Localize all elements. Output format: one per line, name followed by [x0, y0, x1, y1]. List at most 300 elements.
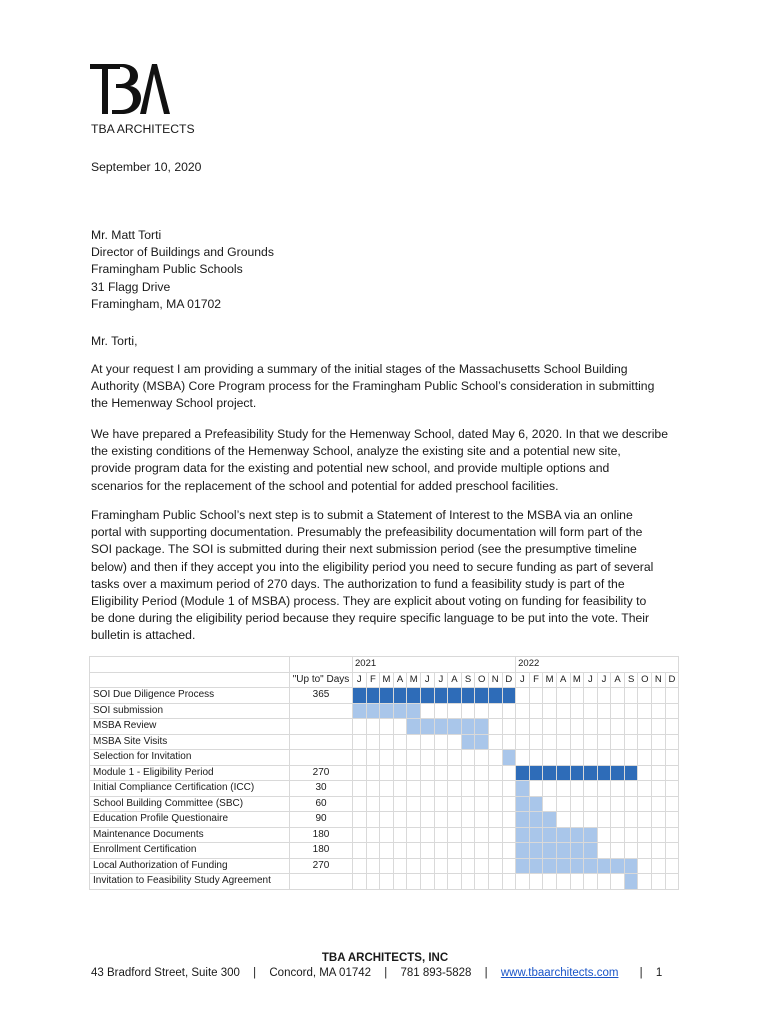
gantt-empty-cell	[597, 734, 611, 750]
gantt-corner-cell	[290, 657, 353, 673]
gantt-task-days	[290, 719, 353, 735]
gantt-empty-cell	[461, 796, 475, 812]
gantt-empty-cell	[407, 796, 421, 812]
gantt-empty-cell	[624, 812, 638, 828]
gantt-empty-cell	[652, 827, 666, 843]
gantt-empty-cell	[665, 874, 679, 890]
gantt-empty-cell	[420, 843, 434, 859]
gantt-month-label: N	[488, 672, 502, 688]
gantt-empty-cell	[624, 827, 638, 843]
gantt-empty-cell	[366, 781, 380, 797]
gantt-empty-cell	[638, 781, 652, 797]
gantt-empty-cell	[543, 719, 557, 735]
gantt-empty-cell	[407, 843, 421, 859]
gantt-empty-cell	[638, 734, 652, 750]
gantt-bar-cell	[543, 765, 557, 781]
gantt-empty-cell	[475, 874, 489, 890]
recipient-org: Framingham Public Schools	[91, 262, 243, 277]
gantt-task-name: Module 1 - Eligibility Period	[90, 765, 290, 781]
gantt-month-label: D	[665, 672, 679, 688]
gantt-empty-cell	[665, 719, 679, 735]
gantt-empty-cell	[652, 719, 666, 735]
gantt-empty-cell	[584, 812, 598, 828]
gantt-empty-cell	[434, 874, 448, 890]
gantt-empty-cell	[516, 719, 530, 735]
paragraph-line: Eligibility Period (Module 1 of MSBA) process. They are explicit about voting on funding for feasibility to	[91, 593, 647, 608]
gantt-empty-cell	[624, 703, 638, 719]
gantt-empty-cell	[597, 812, 611, 828]
gantt-task-days: 365	[290, 688, 353, 704]
gantt-task-name: SOI Due Diligence Process	[90, 688, 290, 704]
gantt-empty-cell	[543, 703, 557, 719]
gantt-empty-cell	[353, 734, 367, 750]
gantt-corner-cell	[90, 672, 290, 688]
gantt-empty-cell	[638, 858, 652, 874]
gantt-bar-cell	[570, 858, 584, 874]
footer-website-link[interactable]: www.tbaarchitects.com	[500, 967, 619, 979]
gantt-empty-cell	[448, 858, 462, 874]
gantt-bar-cell	[529, 843, 543, 859]
gantt-empty-cell	[461, 781, 475, 797]
gantt-empty-cell	[638, 703, 652, 719]
gantt-month-label: A	[393, 672, 407, 688]
gantt-empty-cell	[366, 796, 380, 812]
gantt-empty-cell	[420, 796, 434, 812]
gantt-bar-cell	[488, 688, 502, 704]
gantt-empty-cell	[393, 874, 407, 890]
gantt-empty-cell	[366, 827, 380, 843]
gantt-task-name: Selection for Invitation	[90, 750, 290, 766]
gantt-empty-cell	[366, 734, 380, 750]
gantt-empty-cell	[665, 827, 679, 843]
gantt-bar-cell	[434, 719, 448, 735]
gantt-month-label: N	[652, 672, 666, 688]
paragraph-2	[91, 426, 681, 495]
gantt-empty-cell	[475, 703, 489, 719]
gantt-empty-cell	[516, 688, 530, 704]
gantt-empty-cell	[584, 796, 598, 812]
gantt-empty-cell	[461, 750, 475, 766]
gantt-empty-cell	[407, 858, 421, 874]
gantt-bar-cell	[475, 719, 489, 735]
gantt-bar-cell	[570, 843, 584, 859]
footer-address: 43 Bradford Street, Suite 300	[91, 967, 240, 979]
gantt-bar-cell	[461, 688, 475, 704]
gantt-task-row	[90, 703, 679, 719]
gantt-bar-cell	[529, 827, 543, 843]
footer-phone: 781 893-5828	[400, 967, 472, 979]
gantt-empty-cell	[584, 734, 598, 750]
gantt-bar-cell	[393, 688, 407, 704]
gantt-empty-cell	[597, 703, 611, 719]
gantt-task-row	[90, 843, 679, 859]
gantt-task-name: Initial Compliance Certification (ICC)	[90, 781, 290, 797]
gantt-empty-cell	[665, 843, 679, 859]
gantt-year-label: 2022	[516, 657, 679, 673]
gantt-empty-cell	[502, 843, 516, 859]
gantt-empty-cell	[407, 812, 421, 828]
gantt-empty-cell	[393, 858, 407, 874]
gantt-empty-cell	[570, 750, 584, 766]
recipient-name: Mr. Matt Torti	[91, 228, 162, 242]
gantt-task-name: MSBA Review	[90, 719, 290, 735]
gantt-empty-cell	[529, 703, 543, 719]
gantt-bar-cell	[556, 765, 570, 781]
gantt-bar-cell	[516, 796, 530, 812]
gantt-month-label: J	[516, 672, 530, 688]
gantt-empty-cell	[570, 874, 584, 890]
gantt-bar-cell	[461, 719, 475, 735]
gantt-year-label: 2021	[353, 657, 516, 673]
gantt-empty-cell	[665, 812, 679, 828]
gantt-empty-cell	[420, 703, 434, 719]
footer-separator: |	[639, 967, 643, 979]
gantt-empty-cell	[475, 827, 489, 843]
footer-separator: |	[384, 967, 388, 979]
gantt-task-days	[290, 750, 353, 766]
gantt-bar-cell	[366, 703, 380, 719]
paragraph-line: We have prepared a Prefeasibility Study for the Hemenway School, dated May 6, 2020. In that we describe	[91, 427, 668, 441]
gantt-bar-cell	[543, 827, 557, 843]
gantt-empty-cell	[556, 734, 570, 750]
gantt-empty-cell	[597, 874, 611, 890]
gantt-empty-cell	[393, 796, 407, 812]
gantt-empty-cell	[597, 843, 611, 859]
paragraph-line: provide program data for the existing and potential new school, and provide multiple options and	[91, 461, 610, 476]
gantt-empty-cell	[448, 703, 462, 719]
gantt-year-row	[90, 657, 679, 673]
gantt-month-label: J	[353, 672, 367, 688]
gantt-empty-cell	[393, 765, 407, 781]
gantt-empty-cell	[652, 796, 666, 812]
gantt-empty-cell	[366, 858, 380, 874]
gantt-empty-cell	[366, 765, 380, 781]
gantt-empty-cell	[652, 781, 666, 797]
gantt-bar-cell	[434, 688, 448, 704]
gantt-empty-cell	[407, 750, 421, 766]
gantt-task-name: Education Profile Questionaire	[90, 812, 290, 828]
gantt-empty-cell	[584, 750, 598, 766]
gantt-empty-cell	[448, 781, 462, 797]
gantt-empty-cell	[502, 734, 516, 750]
gantt-bar-cell	[380, 703, 394, 719]
gantt-bar-cell	[420, 719, 434, 735]
gantt-bar-cell	[448, 688, 462, 704]
gantt-task-name: SOI submission	[90, 703, 290, 719]
gantt-empty-cell	[529, 688, 543, 704]
gantt-empty-cell	[502, 812, 516, 828]
gantt-bar-cell	[543, 843, 557, 859]
gantt-empty-cell	[652, 688, 666, 704]
gantt-empty-cell	[380, 750, 394, 766]
gantt-empty-cell	[420, 858, 434, 874]
gantt-month-label: F	[529, 672, 543, 688]
gantt-empty-cell	[597, 796, 611, 812]
gantt-empty-cell	[584, 688, 598, 704]
gantt-month-label: O	[638, 672, 652, 688]
gantt-empty-cell	[353, 843, 367, 859]
gantt-bar-cell	[516, 812, 530, 828]
gantt-empty-cell	[393, 750, 407, 766]
gantt-bar-cell	[502, 688, 516, 704]
gantt-empty-cell	[353, 858, 367, 874]
gantt-empty-cell	[652, 765, 666, 781]
gantt-empty-cell	[461, 827, 475, 843]
gantt-bar-cell	[366, 688, 380, 704]
gantt-empty-cell	[502, 796, 516, 812]
gantt-empty-cell	[570, 719, 584, 735]
gantt-empty-cell	[652, 874, 666, 890]
gantt-empty-cell	[624, 719, 638, 735]
gantt-empty-cell	[597, 688, 611, 704]
footer-separator: |	[253, 967, 257, 979]
gantt-empty-cell	[611, 750, 625, 766]
gantt-empty-cell	[597, 719, 611, 735]
gantt-empty-cell	[638, 688, 652, 704]
gantt-task-name: School Building Committee (SBC)	[90, 796, 290, 812]
gantt-empty-cell	[434, 765, 448, 781]
gantt-empty-cell	[584, 874, 598, 890]
gantt-empty-cell	[665, 703, 679, 719]
gantt-empty-cell	[393, 843, 407, 859]
page-number: 1	[655, 967, 663, 979]
paragraph-1	[91, 361, 681, 413]
gantt-empty-cell	[420, 874, 434, 890]
gantt-month-label: S	[461, 672, 475, 688]
gantt-empty-cell	[570, 796, 584, 812]
gantt-empty-cell	[611, 734, 625, 750]
gantt-empty-cell	[353, 750, 367, 766]
gantt-empty-cell	[665, 796, 679, 812]
gantt-empty-cell	[584, 703, 598, 719]
gantt-empty-cell	[638, 719, 652, 735]
gantt-month-label: M	[380, 672, 394, 688]
gantt-empty-cell	[380, 843, 394, 859]
gantt-task-days: 90	[290, 812, 353, 828]
gantt-empty-cell	[502, 858, 516, 874]
gantt-bar-cell	[611, 765, 625, 781]
gantt-empty-cell	[584, 781, 598, 797]
gantt-empty-cell	[570, 703, 584, 719]
gantt-empty-cell	[543, 781, 557, 797]
gantt-empty-cell	[393, 719, 407, 735]
gantt-bar-cell	[624, 858, 638, 874]
gantt-bar-cell	[393, 703, 407, 719]
gantt-empty-cell	[488, 874, 502, 890]
gantt-task-days: 30	[290, 781, 353, 797]
gantt-empty-cell	[543, 750, 557, 766]
gantt-bar-cell	[570, 765, 584, 781]
gantt-empty-cell	[665, 858, 679, 874]
gantt-bar-cell	[407, 719, 421, 735]
gantt-empty-cell	[448, 734, 462, 750]
gantt-empty-cell	[407, 734, 421, 750]
gantt-empty-cell	[380, 858, 394, 874]
gantt-empty-cell	[529, 734, 543, 750]
gantt-empty-cell	[516, 703, 530, 719]
gantt-task-name: Invitation to Feasibility Study Agreement	[90, 874, 290, 890]
gantt-month-label: D	[502, 672, 516, 688]
gantt-month-label: A	[556, 672, 570, 688]
gantt-empty-cell	[434, 843, 448, 859]
gantt-task-row	[90, 781, 679, 797]
gantt-empty-cell	[611, 688, 625, 704]
gantt-empty-cell	[353, 812, 367, 828]
gantt-empty-cell	[502, 719, 516, 735]
gantt-empty-cell	[638, 796, 652, 812]
paragraph-line: Framingham Public School’s next step is to submit a Statement of Interest to the MSBA via an online	[91, 508, 633, 522]
gantt-empty-cell	[353, 874, 367, 890]
letter-date: September 10, 2020	[91, 160, 202, 174]
gantt-empty-cell	[448, 843, 462, 859]
gantt-month-label: J	[434, 672, 448, 688]
gantt-empty-cell	[380, 812, 394, 828]
gantt-empty-cell	[611, 796, 625, 812]
gantt-empty-cell	[353, 781, 367, 797]
gantt-empty-cell	[624, 750, 638, 766]
firm-name: TBA ARCHITECTS	[91, 122, 195, 136]
gantt-task-days: 270	[290, 858, 353, 874]
gantt-task-row	[90, 750, 679, 766]
gantt-empty-cell	[475, 750, 489, 766]
gantt-empty-cell	[624, 781, 638, 797]
gantt-bar-cell	[420, 688, 434, 704]
gantt-empty-cell	[665, 750, 679, 766]
gantt-empty-cell	[570, 781, 584, 797]
gantt-bar-cell	[529, 812, 543, 828]
gantt-empty-cell	[488, 703, 502, 719]
gantt-empty-cell	[652, 750, 666, 766]
gantt-empty-cell	[488, 812, 502, 828]
paragraph-line: be done during the eligibility period because they require specific language to be put into the vote. Their	[91, 611, 650, 626]
gantt-empty-cell	[584, 719, 598, 735]
gantt-empty-cell	[529, 781, 543, 797]
gantt-empty-cell	[611, 827, 625, 843]
paragraph-line: SOI package. The SOI is submitted during their next submission period (see the presumptive timeline	[91, 542, 637, 557]
gantt-empty-cell	[611, 781, 625, 797]
gantt-task-row	[90, 765, 679, 781]
gantt-bar-cell	[502, 750, 516, 766]
gantt-task-days: 60	[290, 796, 353, 812]
gantt-empty-cell	[393, 781, 407, 797]
gantt-bar-cell	[516, 827, 530, 843]
gantt-empty-cell	[380, 765, 394, 781]
gantt-empty-cell	[393, 812, 407, 828]
gantt-empty-cell	[543, 874, 557, 890]
gantt-empty-cell	[475, 858, 489, 874]
gantt-empty-cell	[543, 734, 557, 750]
gantt-empty-cell	[638, 812, 652, 828]
gantt-empty-cell	[380, 719, 394, 735]
gantt-bar-cell	[556, 843, 570, 859]
gantt-task-row	[90, 719, 679, 735]
footer-city: Concord, MA 01742	[269, 967, 372, 979]
gantt-task-row	[90, 812, 679, 828]
gantt-empty-cell	[597, 750, 611, 766]
gantt-empty-cell	[407, 874, 421, 890]
gantt-empty-cell	[475, 765, 489, 781]
gantt-month-label: M	[543, 672, 557, 688]
gantt-empty-cell	[638, 827, 652, 843]
paragraph-line: portal with supporting documentation. Presumably the prefeasibility documentation will form part of the	[91, 525, 643, 540]
gantt-bar-cell	[407, 703, 421, 719]
gantt-empty-cell	[488, 858, 502, 874]
gantt-empty-cell	[665, 781, 679, 797]
gantt-empty-cell	[529, 750, 543, 766]
gantt-empty-cell	[556, 703, 570, 719]
gantt-empty-cell	[461, 703, 475, 719]
gantt-month-label: S	[624, 672, 638, 688]
gantt-empty-cell	[556, 688, 570, 704]
gantt-empty-cell	[380, 781, 394, 797]
gantt-empty-cell	[488, 796, 502, 812]
gantt-bar-cell	[529, 858, 543, 874]
gantt-empty-cell	[366, 812, 380, 828]
gantt-bar-cell	[353, 688, 367, 704]
gantt-month-label: F	[366, 672, 380, 688]
gantt-empty-cell	[407, 765, 421, 781]
gantt-month-label: O	[475, 672, 489, 688]
gantt-empty-cell	[502, 827, 516, 843]
gantt-empty-cell	[638, 874, 652, 890]
gantt-empty-cell	[488, 843, 502, 859]
gantt-empty-cell	[652, 734, 666, 750]
gantt-empty-cell	[461, 858, 475, 874]
gantt-bar-cell	[556, 858, 570, 874]
gantt-bar-cell	[448, 719, 462, 735]
gantt-empty-cell	[448, 812, 462, 828]
gantt-empty-cell	[529, 719, 543, 735]
gantt-empty-cell	[434, 734, 448, 750]
gantt-task-row	[90, 734, 679, 750]
gantt-empty-cell	[448, 750, 462, 766]
gantt-empty-cell	[611, 843, 625, 859]
gantt-empty-cell	[353, 765, 367, 781]
gantt-bar-cell	[380, 688, 394, 704]
gantt-empty-cell	[652, 703, 666, 719]
gantt-bar-cell	[570, 827, 584, 843]
paragraph-line: below) and then if they accept you into the eligibility period you need to secure funding as part of several	[91, 559, 654, 574]
gantt-empty-cell	[516, 750, 530, 766]
timeline-gantt	[89, 656, 679, 890]
gantt-empty-cell	[611, 719, 625, 735]
gantt-empty-cell	[475, 812, 489, 828]
gantt-month-label: M	[407, 672, 421, 688]
paragraph-line: bulletin is attached.	[91, 628, 196, 643]
gantt-empty-cell	[420, 765, 434, 781]
gantt-empty-cell	[353, 827, 367, 843]
gantt-bar-cell	[597, 858, 611, 874]
gantt-empty-cell	[488, 765, 502, 781]
gantt-empty-cell	[556, 719, 570, 735]
gantt-empty-cell	[665, 688, 679, 704]
gantt-bar-cell	[624, 765, 638, 781]
gantt-empty-cell	[488, 719, 502, 735]
gantt-empty-cell	[353, 719, 367, 735]
gantt-empty-cell	[420, 827, 434, 843]
footer-separator: |	[484, 967, 488, 979]
gantt-empty-cell	[638, 765, 652, 781]
gantt-empty-cell	[652, 812, 666, 828]
gantt-bar-cell	[611, 858, 625, 874]
gantt-bar-cell	[597, 765, 611, 781]
gantt-task-days: 180	[290, 843, 353, 859]
gantt-bar-cell	[543, 858, 557, 874]
gantt-empty-cell	[407, 827, 421, 843]
gantt-empty-cell	[502, 703, 516, 719]
gantt-empty-cell	[366, 719, 380, 735]
gantt-empty-cell	[665, 765, 679, 781]
